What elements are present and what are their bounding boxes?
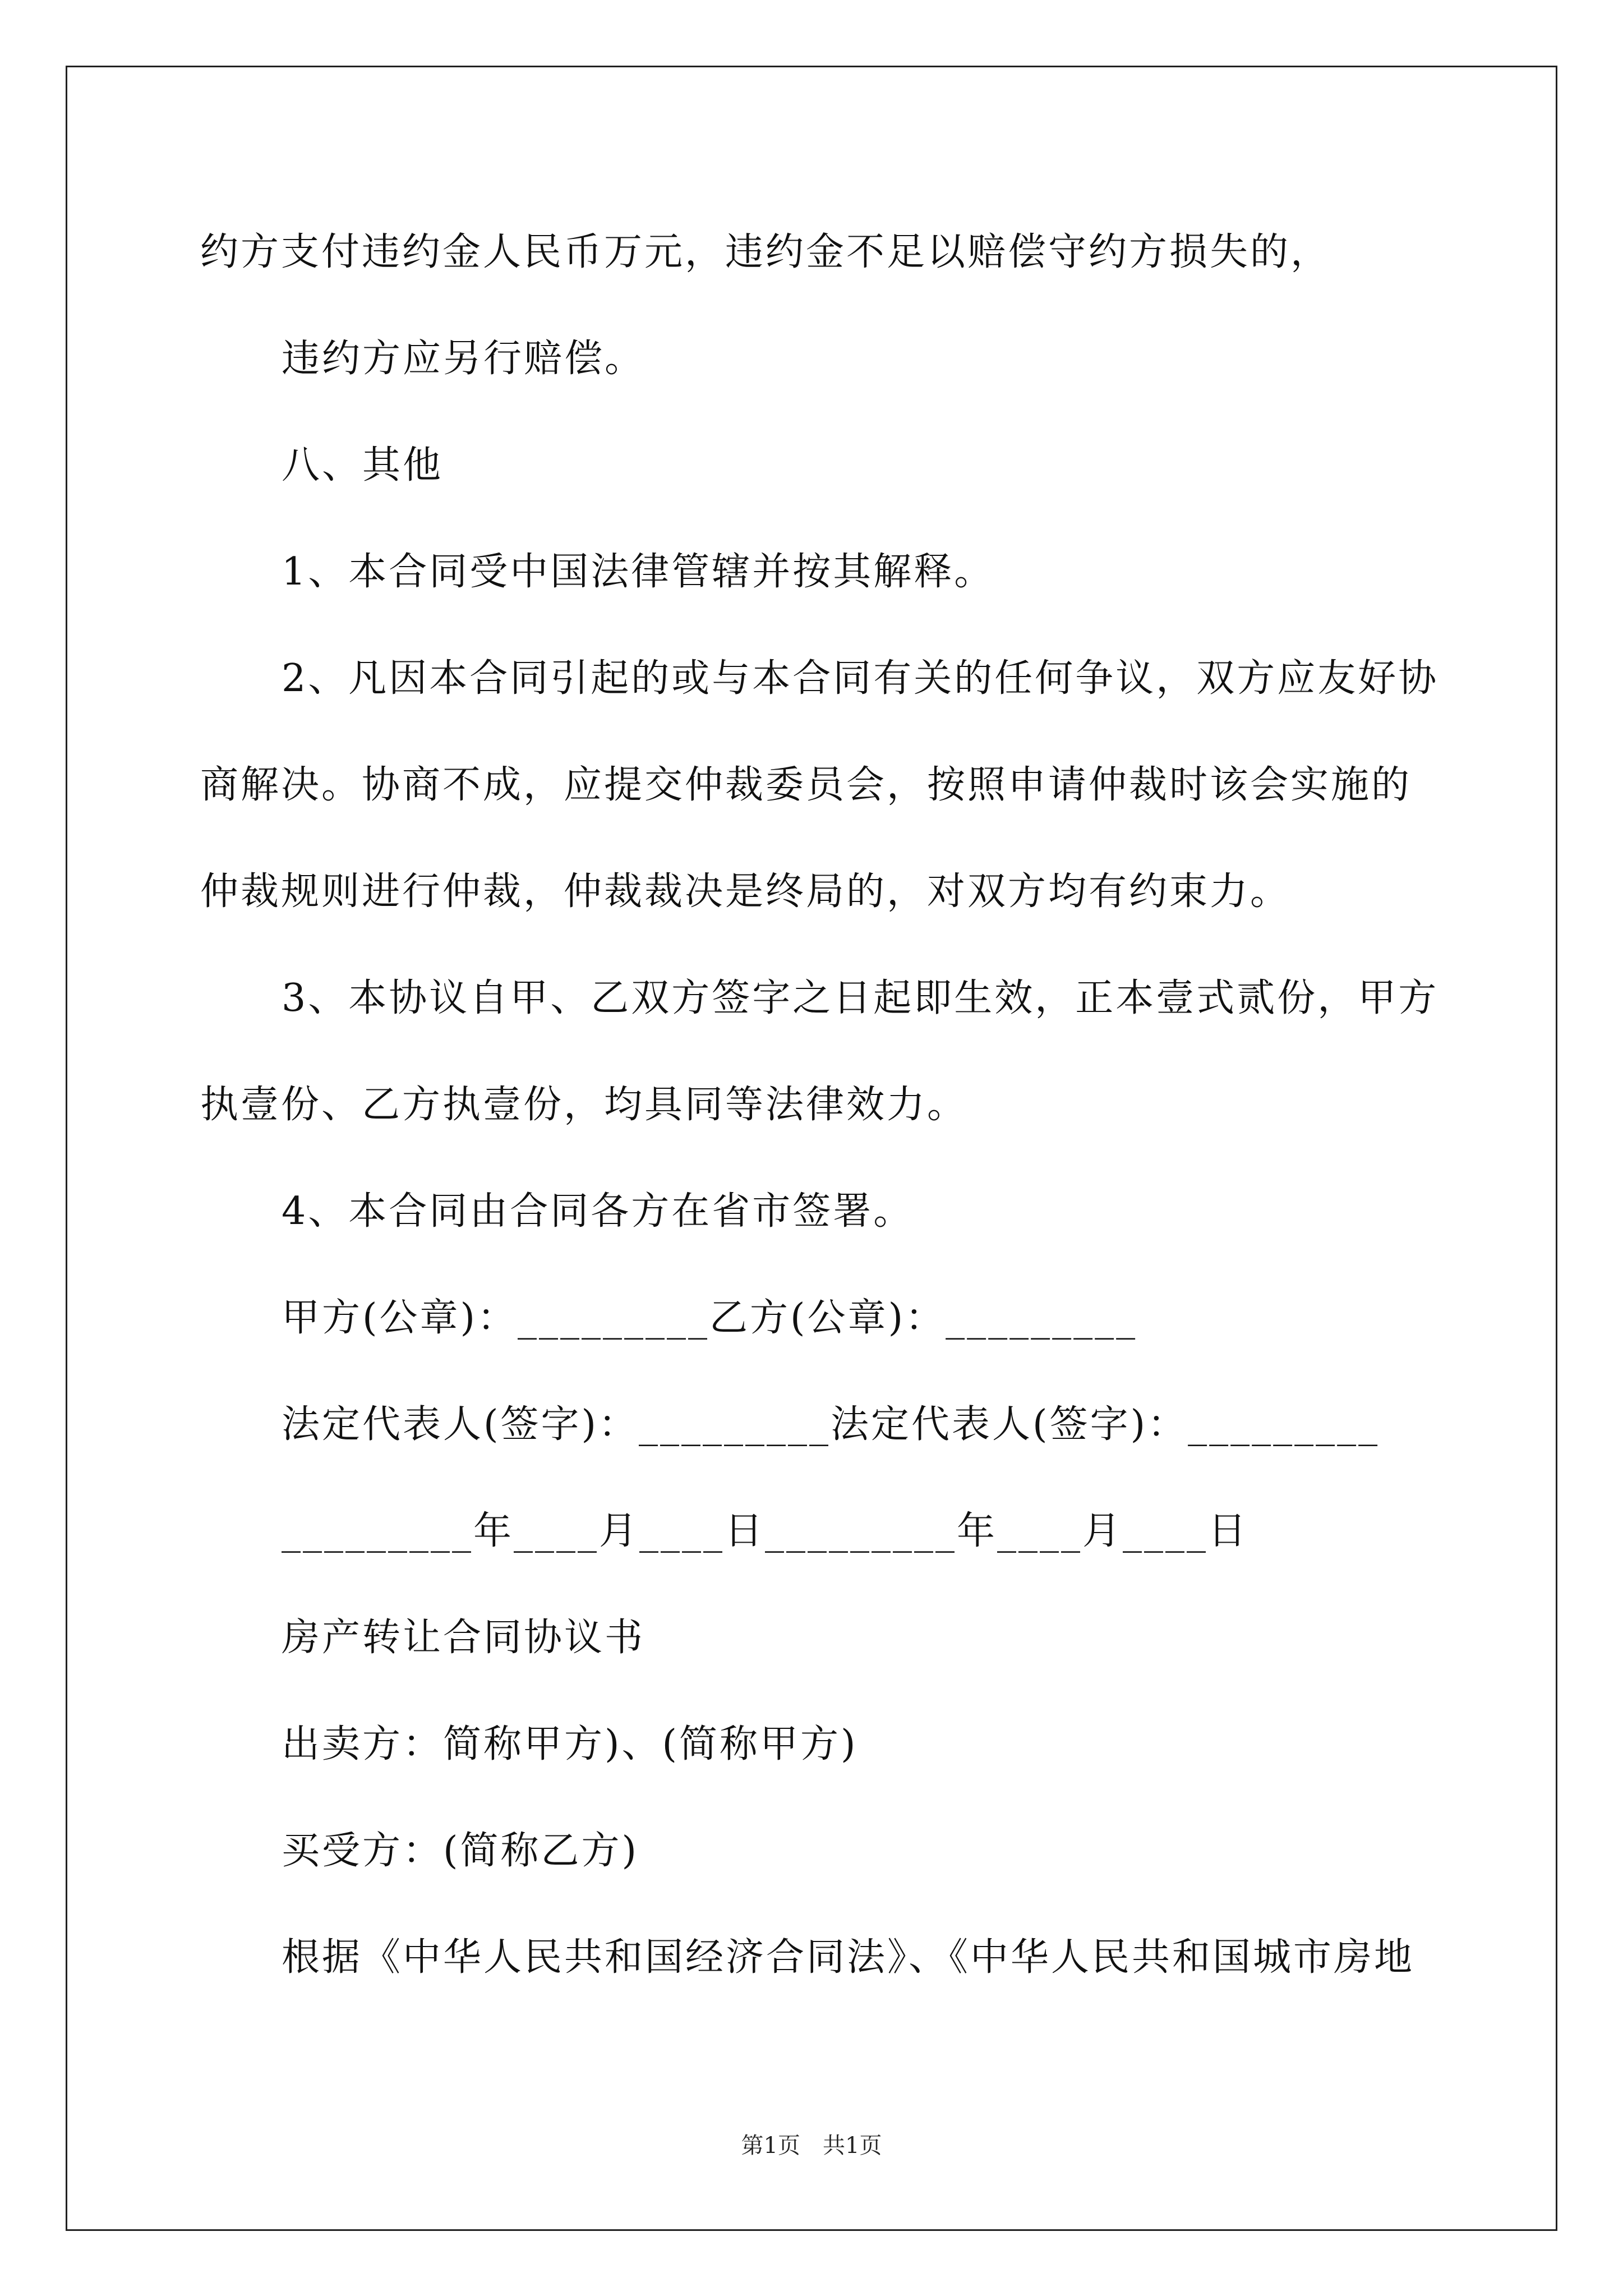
- page-border: [66, 66, 1557, 2231]
- clause-2-line-1: 2、凡因本合同引起的或与本合同有关的任何争议，双方应友好协: [282, 656, 1439, 701]
- clause-4: 4、本合同由合同各方在省市签署。: [282, 1189, 914, 1234]
- seller-line: 出卖方：简称甲方)、(简称甲方): [282, 1722, 858, 1766]
- buyer-line: 买受方：(简称乙方): [282, 1829, 639, 1873]
- page-footer: 第1页 共1页: [741, 2133, 882, 2159]
- representative-signature-line: 法定代表人(签字)：_________法定代表人(签字)：_________: [282, 1402, 1380, 1447]
- clause-2-line-2: 商解决。协商不成，应提交仲裁委员会，按照申请仲裁时该会实施的: [200, 763, 1412, 807]
- legal-basis-line: 根据《中华人民共和国经济合同法》、《中华人民共和国城市房地: [282, 1935, 1415, 1980]
- party-seal-line: 甲方(公章)：_________乙方(公章)：_________: [282, 1296, 1138, 1340]
- paragraph-line-1: 约方支付违约金人民币万元，违约金不足以赔偿守约方损失的，: [200, 230, 1331, 274]
- contract-title: 房产转让合同协议书: [282, 1616, 645, 1660]
- date-line: _________年____月____日_________年____月____日: [282, 1509, 1249, 1553]
- clause-1: 1、本合同受中国法律管辖并按其解释。: [282, 550, 995, 594]
- clause-2-line-3: 仲裁规则进行仲裁，仲裁裁决是终局的，对双方均有约束力。: [200, 869, 1291, 914]
- clause-3-line-1: 3、本协议自甲、乙双方签字之日起即生效，正本壹式贰份，甲方: [282, 976, 1439, 1020]
- section-heading-other: 八、其他: [282, 443, 444, 487]
- paragraph-line-2: 违约方应另行赔偿。: [282, 337, 645, 381]
- clause-3-line-2: 执壹份、乙方执壹份，均具同等法律效力。: [200, 1083, 968, 1127]
